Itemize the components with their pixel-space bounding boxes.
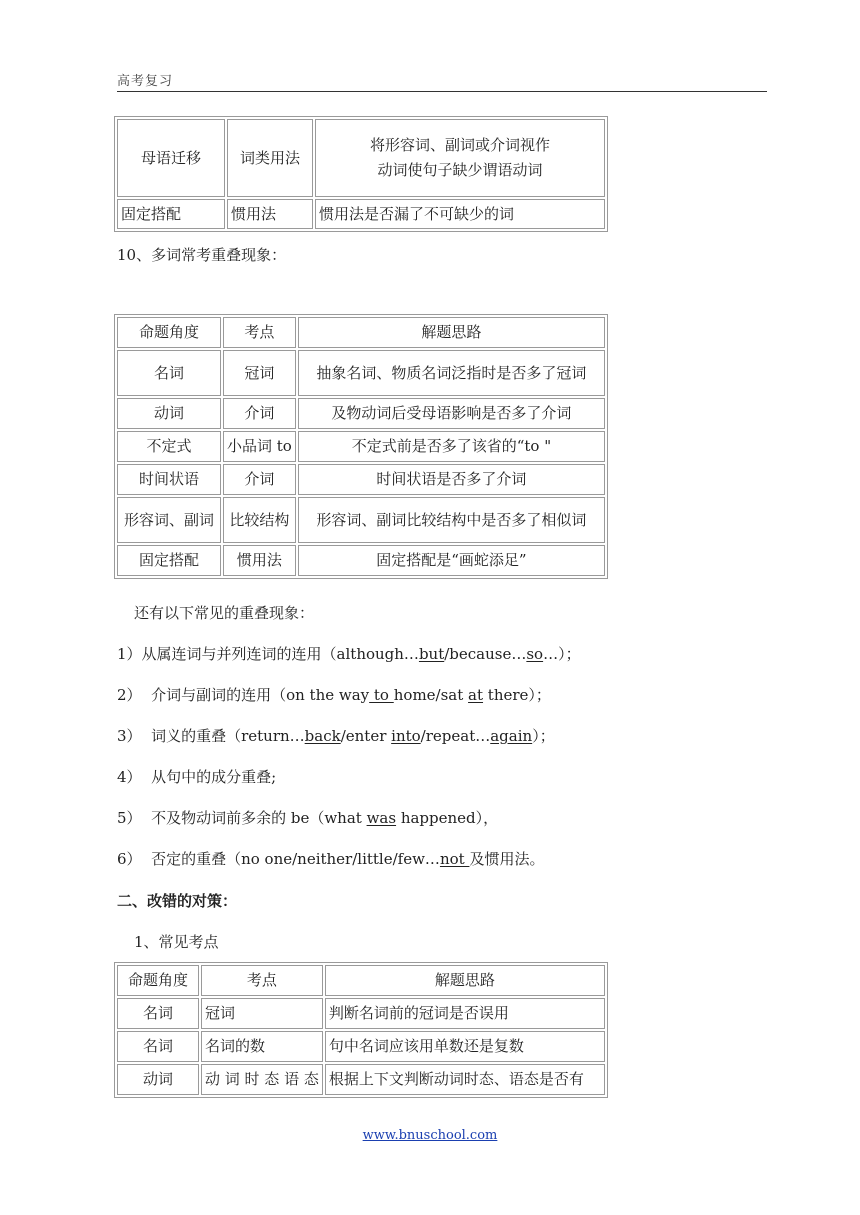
table-common-points	[114, 962, 608, 1098]
underlined-word: to	[369, 686, 394, 704]
table-cell: 固定搭配	[117, 199, 225, 229]
table-cell: 冠词	[223, 350, 296, 396]
underlined-word: again	[490, 727, 533, 745]
table-row	[117, 464, 605, 495]
table-row	[117, 398, 605, 429]
list-text: 4） 从句中的成分重叠;	[117, 768, 277, 786]
table-cell: 及物动词后受母语影响是否多了介词	[298, 398, 605, 429]
table-cell	[315, 119, 605, 197]
list-text: …）；	[543, 645, 581, 663]
list-text: /repeat…	[420, 727, 491, 745]
table-mother-tongue	[114, 116, 608, 232]
table-row	[117, 431, 605, 462]
list-text: 5） 不及物动词前多余的 be（what	[117, 809, 367, 827]
list-item	[117, 848, 544, 869]
list-text: 及惯用法。	[469, 850, 545, 868]
table-row	[117, 350, 605, 396]
header-rule	[117, 91, 767, 92]
table-cell: 动词	[117, 398, 221, 429]
table-header-cell: 解题思路	[325, 965, 605, 996]
table-cell: 惯用法是否漏了不可缺少的词	[315, 199, 605, 229]
table-cell: 词类用法	[227, 119, 313, 197]
underlined-word: not	[439, 850, 470, 868]
table-header-cell: 解题思路	[298, 317, 605, 348]
page-footer	[0, 1128, 860, 1143]
list-text: /enter	[340, 727, 392, 745]
table-cell: 不定式	[117, 431, 221, 462]
table-cell: 冠词	[201, 998, 323, 1029]
table-row	[117, 545, 605, 576]
section-title-10: 10、多词常考重叠现象：	[117, 246, 287, 264]
table-cell: 惯用法	[227, 199, 313, 229]
list-text: 3） 词义的重叠（return…	[117, 727, 305, 745]
table-cell: 判断名词前的冠词是否误用	[325, 998, 605, 1029]
list-item	[117, 807, 498, 828]
table-cell: 时间状语是否多了介词	[298, 464, 605, 495]
table-cell: 抽象名词、物质名词泛指时是否多了冠词	[298, 350, 605, 396]
table-cell: 动 词 时 态 语 态	[201, 1064, 323, 1095]
list-item	[117, 684, 551, 705]
underlined-word: was	[366, 809, 397, 827]
table-cell: 名词的数	[201, 1031, 323, 1062]
list-item	[117, 643, 581, 664]
table-cell: 固定搭配是“画蛇添足”	[298, 545, 605, 576]
table-cell: 形容词、副词比较结构中是否多了相似词	[298, 497, 605, 543]
underlined-word: so	[526, 645, 544, 663]
table-header-cell: 命题角度	[117, 317, 221, 348]
table-overlap	[114, 314, 608, 579]
table-row	[117, 998, 605, 1029]
table-cell: 根据上下文判断动词时态、语态是否有	[325, 1064, 605, 1095]
table-cell: 固定搭配	[117, 545, 221, 576]
list-text: home/sat	[393, 686, 469, 704]
table-header-row	[117, 965, 605, 996]
footer-link[interactable]: www.bnuschool.com	[362, 1128, 498, 1143]
table-header-cell: 考点	[223, 317, 296, 348]
table-cell: 名词	[117, 350, 221, 396]
list-text: /because…	[444, 645, 527, 663]
underlined-word: at	[468, 686, 484, 704]
section-subtitle: 1、常见考点	[134, 933, 219, 951]
table-cell: 介词	[223, 464, 296, 495]
table-header-row	[117, 317, 605, 348]
table-cell: 不定式前是否多了该省的“to "	[298, 431, 605, 462]
table-cell: 母语迁移	[117, 119, 225, 197]
table-row	[117, 199, 605, 229]
header-title: 高考复习	[117, 74, 174, 89]
list-text: ）；	[532, 727, 555, 745]
table-header-cell: 考点	[201, 965, 323, 996]
table-row	[117, 1064, 605, 1095]
table-row	[117, 1031, 605, 1062]
list-text: there）；	[483, 686, 551, 704]
section-title-2: 二、改错的对策：	[117, 892, 238, 910]
list-item	[117, 766, 276, 787]
underlined-word: into	[391, 727, 421, 745]
table-cell: 形容词、副词	[117, 497, 221, 543]
table-cell: 句中名词应该用单数还是复数	[325, 1031, 605, 1062]
list-text: 6） 否定的重叠（no one/neither/little/few…	[117, 850, 440, 868]
list-text: happened），	[396, 809, 499, 827]
underlined-word: but	[418, 645, 445, 663]
list-text: 2） 介词与副词的连用（on the way	[117, 686, 370, 704]
table-cell: 小品词 to	[223, 431, 296, 462]
table-cell: 比较结构	[223, 497, 296, 543]
table-cell: 名词	[117, 998, 199, 1029]
table-cell: 时间状语	[117, 464, 221, 495]
list-text: 1）从属连词与并列连词的连用（although…	[117, 645, 419, 663]
list-intro: 还有以下常见的重叠现象：	[134, 604, 315, 622]
cell-line: 将形容词、副词或介词视作	[369, 136, 550, 155]
table-row	[117, 119, 605, 197]
cell-line: 动词使句子缺少谓语动词	[377, 161, 543, 179]
table-cell: 介词	[223, 398, 296, 429]
list-item	[117, 725, 555, 746]
table-row	[117, 497, 605, 543]
underlined-word: back	[304, 727, 341, 745]
table-cell: 动词	[117, 1064, 199, 1095]
table-cell: 名词	[117, 1031, 199, 1062]
table-header-cell: 命题角度	[117, 965, 199, 996]
table-cell: 惯用法	[223, 545, 296, 576]
